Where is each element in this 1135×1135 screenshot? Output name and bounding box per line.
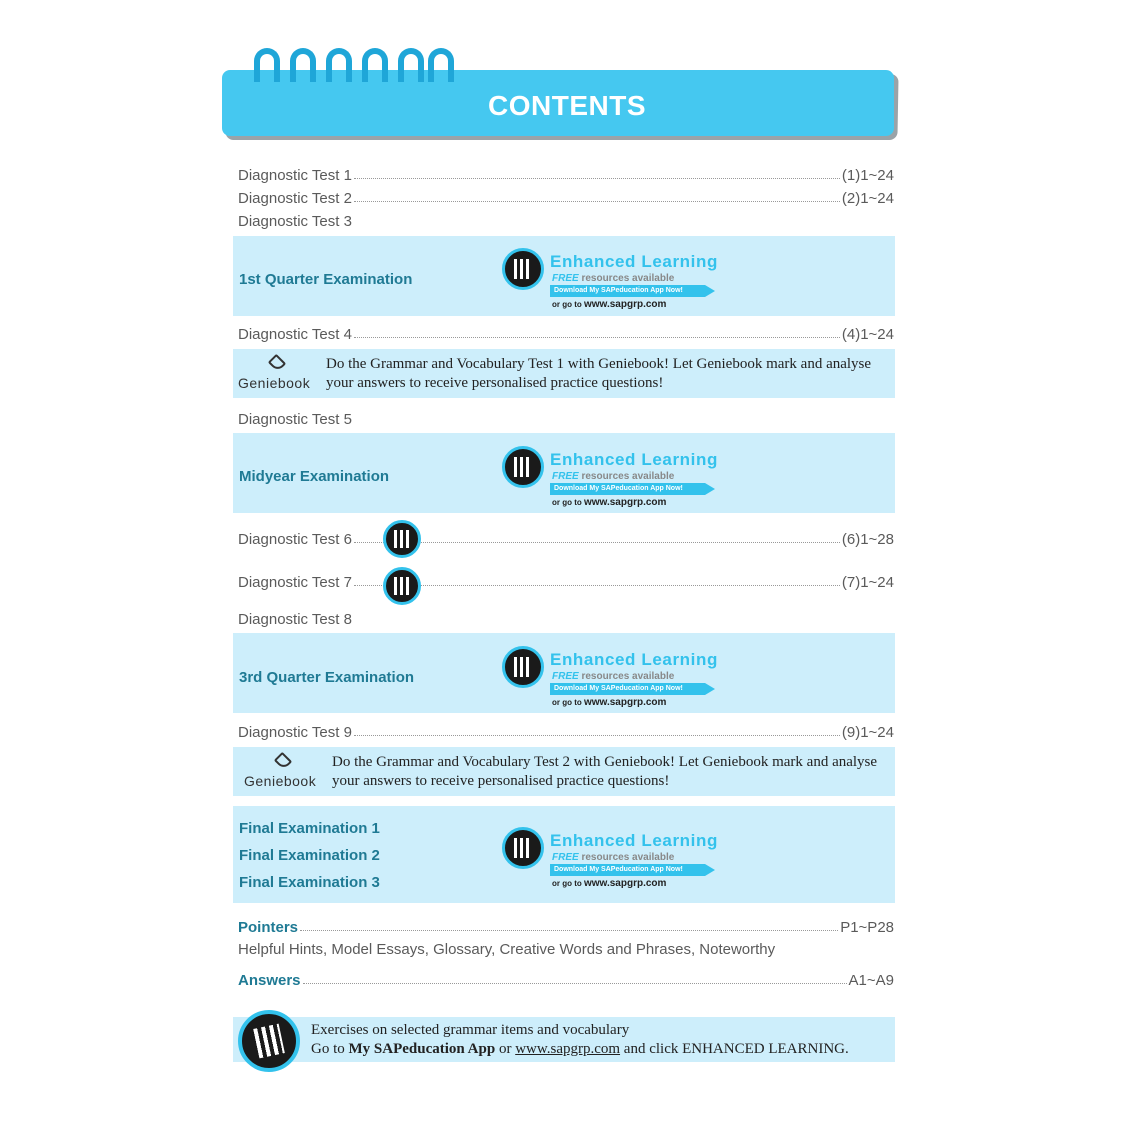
geniebook-brand: Geniebook: [244, 773, 317, 789]
toc-row-answers[interactable]: [238, 969, 894, 989]
toc-leader: [354, 542, 840, 543]
free-resources-text: FREE resources available: [552, 273, 675, 284]
toc-leader: [354, 585, 840, 586]
exam-label-final-3[interactable]: Final Examination 3: [239, 874, 380, 891]
free-resources-text: FREE resources available: [552, 852, 675, 863]
website-link[interactable]: www.sapgrp.com: [515, 1041, 621, 1057]
toc-label: Diagnostic Test 3: [238, 213, 352, 230]
toc-row-dt1[interactable]: [238, 164, 894, 184]
toc-row-dt2[interactable]: [238, 187, 894, 207]
toc-leader: [300, 930, 838, 931]
toc-label: Diagnostic Test 8: [238, 611, 352, 628]
toc-page: P1~P28: [840, 919, 894, 936]
toc-row-dt7[interactable]: [238, 571, 894, 591]
spiral-ring-icon: [428, 48, 454, 82]
spiral-ring-icon: [362, 48, 388, 82]
bottom-note-line-1: Exercises on selected grammar items and vocabulary: [311, 1022, 630, 1038]
toc-row-dt6[interactable]: [238, 528, 894, 548]
qr-code-icon: [238, 1010, 300, 1072]
exam-label-final-1[interactable]: Final Examination 1: [239, 820, 380, 837]
toc-page: (6)1~28: [841, 531, 894, 548]
free-resources-text: FREE resources available: [552, 671, 675, 682]
exam-label-q1[interactable]: 1st Quarter Examination: [239, 271, 413, 288]
spiral-ring-icon: [254, 48, 280, 82]
enhanced-learning-title: Enhanced Learning: [550, 450, 718, 469]
enhanced-learning-title: Enhanced Learning: [550, 252, 718, 271]
enhanced-learning-badge[interactable]: [502, 242, 782, 312]
toc-label: Diagnostic Test 9: [238, 724, 352, 741]
enhanced-learning-badge[interactable]: [502, 821, 782, 891]
geniebook-text-1: Do the Grammar and Vocabulary Test 1 with Geniebook! Let Geniebook mark and analyse your answers to receive personalised practice questions!: [326, 356, 872, 391]
toc-leader: [354, 337, 840, 338]
spiral-ring-icon: [290, 48, 316, 82]
spiral-ring-icon: [326, 48, 352, 82]
exam-label-final-2[interactable]: Final Examination 2: [239, 847, 380, 864]
toc-label: Diagnostic Test 7: [238, 574, 352, 591]
enhanced-learning-title: Enhanced Learning: [550, 650, 718, 669]
qr-code-icon[interactable]: [383, 567, 421, 605]
qr-code-icon[interactable]: [383, 520, 421, 558]
toc-label: Diagnostic Test 5: [238, 411, 352, 428]
toc-label: Diagnostic Test 2: [238, 190, 352, 207]
enhanced-learning-badge[interactable]: [502, 640, 782, 710]
toc-page: (9)1~24: [841, 724, 894, 741]
toc-page: (1)1~24: [841, 167, 894, 184]
free-resources-text: FREE resources available: [552, 471, 675, 482]
download-app-text: Download My SAPeducation App Now!: [550, 285, 705, 297]
download-app-text: Download My SAPeducation App Now!: [550, 683, 705, 695]
qr-code-icon: [502, 827, 544, 869]
bottom-note-line-2: Go to My SAPeducation App or www.sapgrp.com and click ENHANCED LEARNING.: [311, 1041, 849, 1057]
toc-label: Diagnostic Test 1: [238, 167, 352, 184]
toc-row-pointers[interactable]: [238, 916, 894, 936]
toc-row-dt8[interactable]: [238, 608, 894, 628]
geniebook-text-2: Do the Grammar and Vocabulary Test 2 with Geniebook! Let Geniebook mark and analyse your answers to receive personalised practice questions!: [332, 754, 878, 789]
exam-label-midyear[interactable]: Midyear Examination: [239, 468, 390, 485]
enhanced-learning-title: Enhanced Learning: [550, 831, 718, 850]
toc-leader: [354, 201, 840, 202]
download-app-text: Download My SAPeducation App Now!: [550, 483, 705, 495]
toc-label: Pointers: [238, 919, 299, 936]
toc-page: A1~A9: [848, 972, 894, 989]
toc-label: Diagnostic Test 6: [238, 531, 352, 548]
exam-label-q3[interactable]: 3rd Quarter Examination: [239, 669, 415, 686]
page-title: CONTENTS: [488, 90, 646, 121]
goto-url-text: or go to www.sapgrp.com: [552, 299, 667, 310]
download-app-text: Download My SAPeducation App Now!: [550, 864, 705, 876]
goto-url-text: or go to www.sapgrp.com: [552, 697, 667, 708]
goto-url-text: or go to www.sapgrp.com: [552, 497, 667, 508]
toc-label: Diagnostic Test 4: [238, 326, 352, 343]
geniebook-brand: Geniebook: [238, 375, 311, 391]
toc-leader: [303, 983, 847, 984]
toc-row-dt4[interactable]: [238, 323, 894, 343]
toc-leader: [354, 178, 840, 179]
toc-page: (4)1~24: [841, 326, 894, 343]
toc-label: Answers: [238, 972, 301, 989]
toc-page: (7)1~24: [841, 574, 894, 591]
qr-code-icon: [502, 248, 544, 290]
toc-leader: [354, 735, 840, 736]
qr-code-icon: [502, 446, 544, 488]
toc-page: (2)1~24: [841, 190, 894, 207]
pointers-subtitle: Helpful Hints, Model Essays, Glossary, Creative Words and Phrases, Noteworthy: [238, 941, 776, 958]
enhanced-learning-badge[interactable]: [502, 440, 782, 510]
toc-row-dt5[interactable]: [238, 408, 894, 428]
spiral-ring-icon: [398, 48, 424, 82]
toc-row-dt9[interactable]: [238, 721, 894, 741]
qr-code-icon: [502, 646, 544, 688]
goto-url-text: or go to www.sapgrp.com: [552, 878, 667, 889]
toc-row-dt3[interactable]: [238, 210, 894, 230]
app-name: My SAPeducation App: [348, 1041, 496, 1057]
